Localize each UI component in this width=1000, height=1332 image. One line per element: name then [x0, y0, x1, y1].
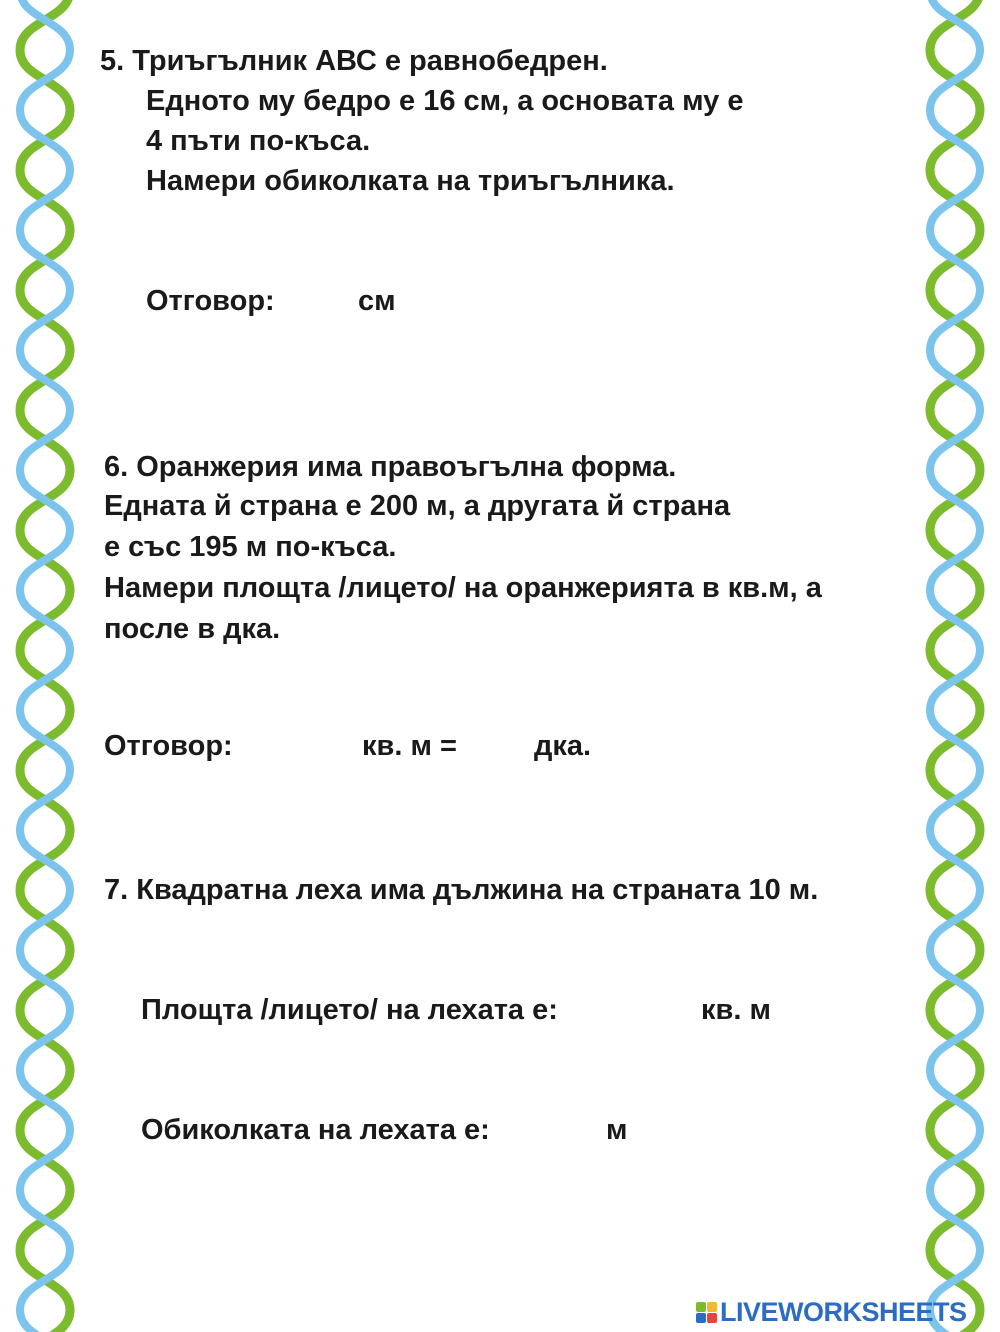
- problem-6-line-3: е със 195 м по-къса.: [104, 531, 397, 563]
- problem-5-answer-unit: см: [358, 285, 396, 317]
- left-decorative-border: [0, 0, 90, 1332]
- liveworksheets-logo: [696, 1297, 967, 1327]
- right-decorative-border: [910, 0, 1000, 1332]
- liveworksheets-logo-icon: [696, 1302, 717, 1323]
- problem-6-answer-label: Отговор:: [104, 730, 233, 762]
- problem-6-line-4: Намери площта /лицето/ на оранжерията в кв.м, а: [104, 572, 822, 604]
- problem-7-perimeter-unit: м: [606, 1114, 628, 1146]
- problem-5-heading: 5. Триъгълник АВС е равнобедрен.: [100, 45, 608, 77]
- problem-7-heading: 7. Квадратна леха има дължина на страната 10 м.: [104, 874, 819, 906]
- problem-6-heading: 6. Оранжерия има правоъгълна форма.: [104, 451, 677, 483]
- problem-5-line-4: Намери обиколката на триъгълника.: [146, 165, 675, 197]
- problem-7-area-label: Площта /лицето/ на лехата е:: [141, 994, 558, 1026]
- problem-6-line-5: после в дка.: [104, 613, 281, 645]
- problem-7-area-unit: кв. м: [701, 994, 771, 1026]
- problem-6-line-2: Едната й страна е 200 м, а другата й страна: [104, 490, 731, 522]
- problem-5-answer-label: Отговор:: [146, 285, 275, 317]
- problem-5-line-2: Едното му бедро е 16 см, а основата му е: [146, 85, 744, 117]
- problem-6-answer-unit-sqm: кв. м =: [362, 730, 457, 762]
- problem-7-perimeter-label: Обиколката на лехата е:: [141, 1114, 490, 1146]
- liveworksheets-logo-text: LIVEWORKSHEETS: [720, 1296, 967, 1327]
- problem-5-line-3: 4 пъти по-къса.: [146, 125, 371, 157]
- problem-6-answer-unit-decare: дка.: [534, 730, 592, 762]
